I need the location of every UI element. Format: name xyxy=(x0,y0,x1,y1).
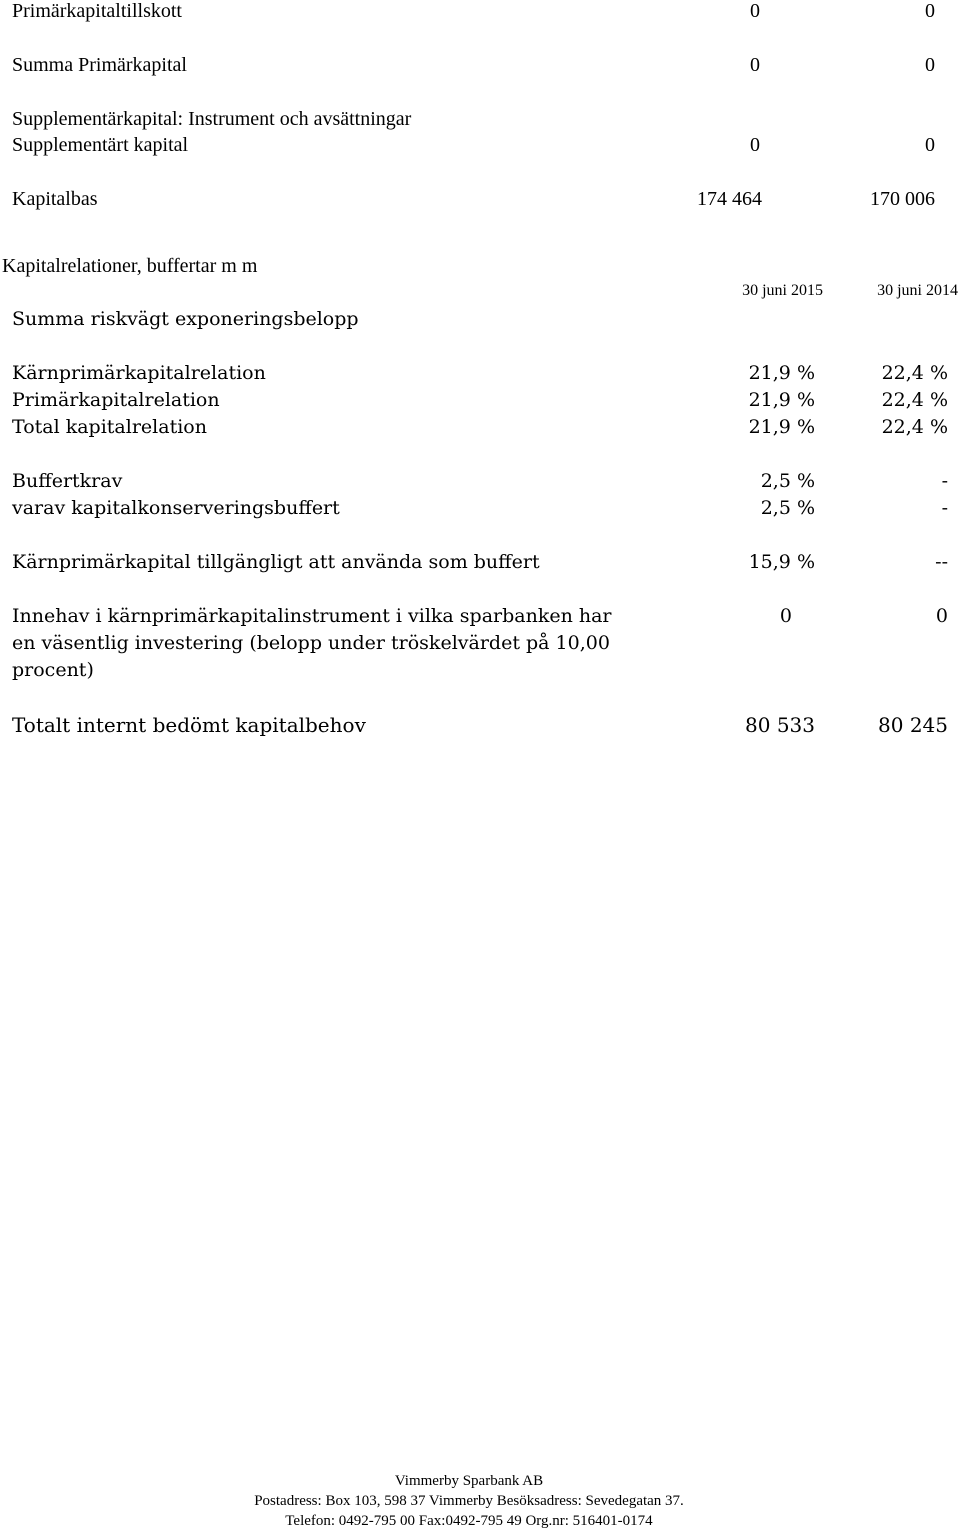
row-value-total-kapitalrelation-2015: 21,9 % xyxy=(748,416,815,438)
row-value-karnprimarkapitalrelation-2015: 21,9 % xyxy=(748,362,815,384)
row-label-karnprimarkapitalrelation: Kärnprimärkapitalrelation xyxy=(12,362,266,384)
row-label-riskvagt-exponeringsbelopp: Summa riskvägt exponeringsbelopp xyxy=(12,308,359,330)
row-value-kapitalkonserveringsbuffert-2015: 2,5 % xyxy=(760,497,815,519)
row-label-primarkapitaltillskott: Primärkapitaltillskott xyxy=(12,0,182,22)
row-label-buffertkrav: Buffertkrav xyxy=(12,470,123,492)
row-value-kapitalbas-2014: 170 006 xyxy=(870,188,935,210)
row-value-totalt-internt-kapitalbehov-2014: 80 245 xyxy=(878,713,948,737)
row-label-supplementart-kapital: Supplementärt kapital xyxy=(12,134,189,156)
column-header-2014: 30 juni 2014 xyxy=(877,282,958,299)
row-value-tillgangligt-buffert-2015: 15,9 % xyxy=(748,551,815,573)
row-value-totalt-internt-kapitalbehov-2015: 80 533 xyxy=(745,713,815,737)
row-value-summa-primarkapital-2015: 0 xyxy=(750,54,760,76)
row-value-buffertkrav-2015: 2,5 % xyxy=(760,470,815,492)
row-label-total-kapitalrelation: Total kapitalrelation xyxy=(12,416,207,438)
row-label-primarkapitalrelation: Primärkapitalrelation xyxy=(12,389,220,411)
row-value-innehav-2014: 0 xyxy=(935,605,948,627)
row-label-supplementarkapital-instrument: Supplementärkapital: Instrument och avsättningar xyxy=(12,108,412,130)
section-title: Kapitalrelationer, buffertar m m xyxy=(2,255,258,277)
row-label-kapitalbas: Kapitalbas xyxy=(12,188,98,210)
row-value-buffertkrav-2014: - xyxy=(941,470,948,492)
row-value-total-kapitalrelation-2014: 22,4 % xyxy=(881,416,948,438)
row-label-kapitalkonserveringsbuffert: varav kapitalkonserveringsbuffert xyxy=(12,497,340,519)
row-value-karnprimarkapitalrelation-2014: 22,4 % xyxy=(881,362,948,384)
footer-contact: Telefon: 0492-795 00 Fax:0492-795 49 Org.nr: 516401-0174 xyxy=(285,1513,653,1529)
footer-address: Postadress: Box 103, 598 37 Vimmerby Besöksadress: Sevedegatan 37. xyxy=(254,1493,684,1509)
row-value-innehav-2015: 0 xyxy=(779,605,792,627)
row-label-innehav-line3: procent) xyxy=(12,659,94,681)
row-value-kapitalkonserveringsbuffert-2014: - xyxy=(941,497,948,519)
row-value-primarkapitaltillskott-2015: 0 xyxy=(750,0,760,22)
row-value-summa-primarkapital-2014: 0 xyxy=(925,54,935,76)
row-value-primarkapitalrelation-2015: 21,9 % xyxy=(748,389,815,411)
row-value-supplementart-kapital-2014: 0 xyxy=(925,134,935,156)
row-label-tillgangligt-buffert: Kärnprimärkapital tillgängligt att använda som buffert xyxy=(12,551,540,573)
row-value-primarkapitalrelation-2014: 22,4 % xyxy=(881,389,948,411)
row-value-kapitalbas-2015: 174 464 xyxy=(697,188,762,210)
row-label-innehav-line2: en väsentlig investering (belopp under tröskelvärdet på 10,00 xyxy=(12,632,610,654)
row-value-primarkapitaltillskott-2014: 0 xyxy=(925,0,935,22)
row-value-tillgangligt-buffert-2014: -- xyxy=(935,551,948,573)
footer-bank-name: Vimmerby Sparbank AB xyxy=(394,1473,544,1489)
row-label-summa-primarkapital: Summa Primärkapital xyxy=(12,54,187,76)
row-label-innehav-line1: Innehav i kärnprimärkapitalinstrument i vilka sparbanken har xyxy=(12,605,612,627)
row-label-totalt-internt-kapitalbehov: Totalt internt bedömt kapitalbehov xyxy=(12,713,366,737)
row-value-supplementart-kapital-2015: 0 xyxy=(750,134,760,156)
column-header-2015: 30 juni 2015 xyxy=(742,282,823,299)
